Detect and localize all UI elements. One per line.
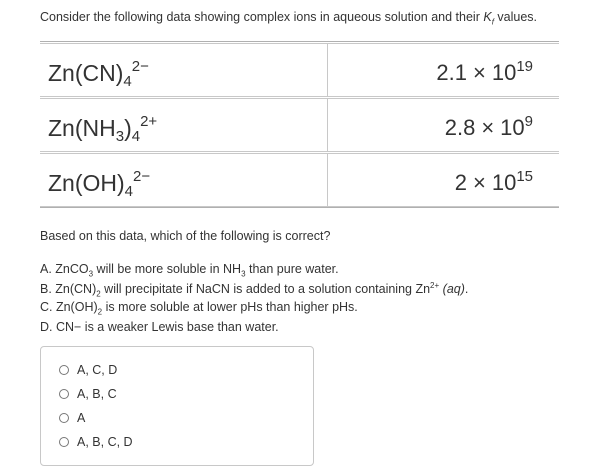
complex-ion-formula: $Zn(OH)_4^{2-}$ <box>48 168 151 200</box>
statement-b: B. $Zn(CN)_2$ will precipitate if NaCN is added to a solution containing $Zn^{2+}$ (aq). <box>40 281 469 299</box>
question-prompt: Based on this data, which of the following is correct? <box>40 229 331 243</box>
answer-choice[interactable] <box>59 363 117 377</box>
kf-subscript: f <box>491 17 494 27</box>
answer-choice[interactable] <box>59 387 117 401</box>
answer-choice[interactable] <box>59 435 133 449</box>
answer-choice-label: A, C, D <box>77 363 118 377</box>
formation-constant-table <box>40 41 559 208</box>
table-row <box>40 43 559 97</box>
answer-choices-box <box>40 346 314 466</box>
answer-choice-label: A <box>77 411 86 425</box>
complex-ion-formula: $Zn(CN)_4^{2-}$ <box>48 58 149 90</box>
statement-a: A. ZnCO$_3$ will be more soluble in $NH_3$ than pure water. <box>40 262 339 279</box>
question-intro: Consider the following data showing complex ions in aqueous solution and their $K_f$ values. <box>40 10 538 27</box>
radio-button-icon[interactable] <box>59 413 69 423</box>
formation-constant-value: $2 \times 10^{15}$ <box>454 168 533 195</box>
answer-choice[interactable] <box>59 411 85 425</box>
formation-constant-value: $2.1 \times 10^{19}$ <box>436 58 533 85</box>
statement-d: D. CN− is a weaker Lewis base than water. <box>40 320 279 334</box>
table-row <box>40 98 559 152</box>
answer-choice-label: A, B, C <box>77 387 117 401</box>
answer-choice-label: A, B, C, D <box>77 435 133 449</box>
radio-button-icon[interactable] <box>59 389 69 399</box>
formation-constant-value: $2.8 \times 10^9$ <box>444 113 533 140</box>
complex-ion-formula: $Zn(NH_3)_4^{2+}$ <box>48 113 158 145</box>
table-row <box>40 153 559 207</box>
radio-button-icon[interactable] <box>59 437 69 447</box>
radio-button-icon[interactable] <box>59 365 69 375</box>
kf-symbol: K <box>483 10 492 24</box>
statement-c: C. $Zn(OH)_2$ is more soluble at lower pHs than higher pHs. <box>40 300 358 317</box>
